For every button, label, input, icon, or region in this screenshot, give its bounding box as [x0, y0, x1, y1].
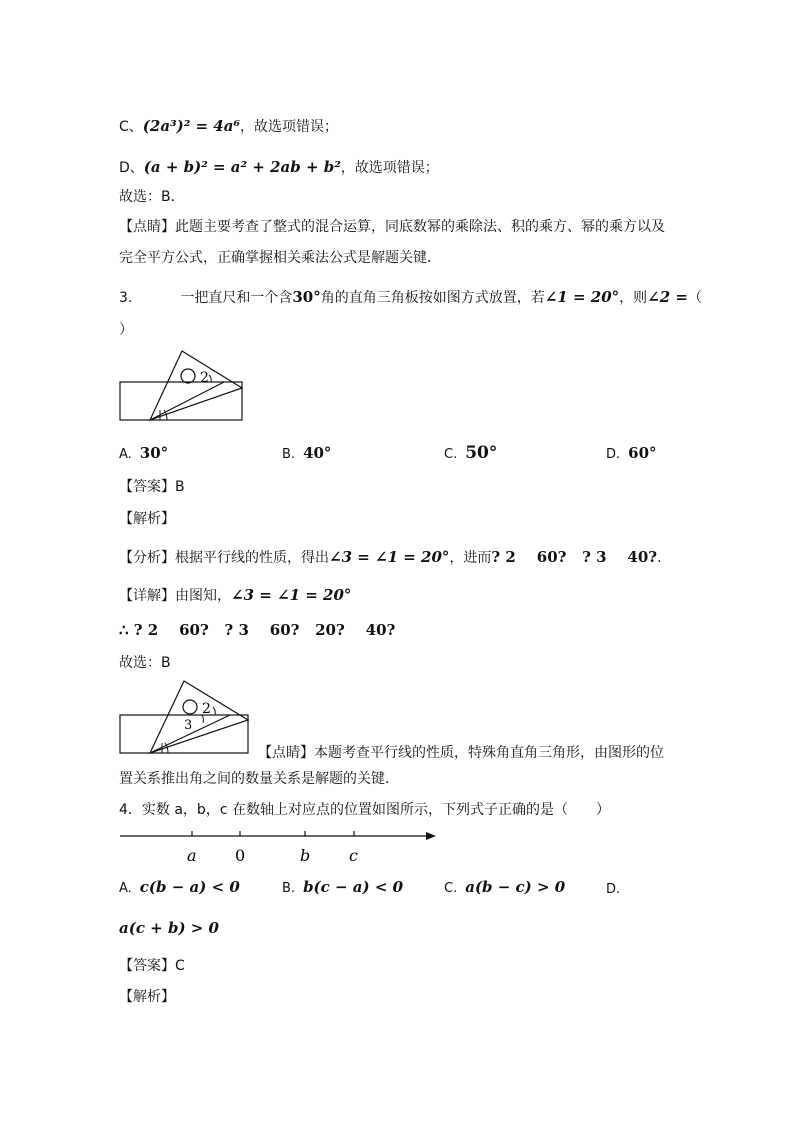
formula: ? 2 60? ? 3 40?: [491, 548, 658, 566]
option-a[interactable]: [119, 877, 240, 899]
option-a[interactable]: [119, 443, 168, 465]
formula: 30°: [292, 288, 321, 306]
ruler-triangle-figure-labeled: [118, 678, 252, 756]
choice-text: 故选：B: [119, 655, 171, 671]
dianjing-line-3a: 【点睛】本题考查平行线的性质，特殊角直角三角形，由图形的位: [258, 745, 664, 761]
formula: ∠3 = ∠1 = 20°: [231, 586, 352, 604]
option-label: D.: [606, 447, 621, 462]
therefore-line: [119, 620, 395, 641]
stem-text: ，则: [619, 290, 648, 306]
option-c[interactable]: [444, 443, 497, 465]
dianjing-line-1: 【点睛】此题主要考查了整式的混合运算，同底数幂的乘除法、积的乘方、幂的乘方以及: [119, 219, 665, 235]
option-label: B.: [282, 881, 296, 896]
dianjing-line-3b: 置关系推出角之间的数量关系是解题的关键．: [119, 771, 399, 787]
line-text: .: [657, 550, 662, 566]
analysis-title: 【解析】: [119, 989, 175, 1005]
dianjing-line-2: 完全平方公式，正确掌握相关乘法公式是解题关键．: [119, 250, 441, 266]
option-c-line: [119, 116, 338, 137]
number-line-figure: [118, 822, 438, 866]
axis-label-a: a: [187, 846, 197, 865]
option-label: C.: [444, 881, 458, 896]
option-label: A.: [119, 881, 132, 896]
option-label: C.: [444, 447, 458, 462]
formula: (a + b)² = a² + 2ab + b²: [143, 158, 341, 176]
line-text: 【分析】根据平行线的性质，得出: [119, 550, 329, 566]
option-label: C、: [119, 119, 143, 135]
option-d-value: [119, 918, 219, 939]
ruler-triangle-figure: [118, 348, 246, 424]
choice-text: 故选：B．: [119, 189, 185, 205]
option-d[interactable]: [606, 443, 657, 465]
analysis-title: 【解析】: [119, 511, 175, 527]
option-label: D、: [119, 160, 144, 176]
option-value: 40°: [303, 444, 332, 462]
option-d-line: [119, 157, 439, 178]
option-value: 50°: [465, 443, 498, 463]
stem-text: 角的直角三角板按如图方式放置，若: [320, 290, 545, 306]
question-number: 3.: [119, 290, 133, 306]
line-text: ，故选项错误；: [240, 119, 339, 135]
option-value: c(b − a) < 0: [139, 878, 240, 896]
xiangjie-line: [119, 585, 351, 606]
angle-2-label: 2: [200, 370, 209, 386]
option-label: A.: [119, 447, 132, 462]
question-4-stem: 4．实数 a，b，c 在数轴上对应点的位置如图所示，下列式子正确的是（ ）: [119, 802, 610, 818]
answer: 【答案】B: [119, 479, 185, 495]
angle-2-label: 2: [202, 701, 211, 717]
option-d-label[interactable]: D.: [606, 882, 621, 897]
line-text: 【详解】由图知，: [119, 588, 231, 604]
option-value: b(c − a) < 0: [303, 878, 404, 896]
formula: ∠1 = 20°: [544, 288, 620, 306]
question-3-stem: [119, 287, 702, 308]
option-value: a(c + b) > 0: [119, 919, 219, 937]
option-value: 60°: [628, 444, 657, 462]
line-text: ，故选项错误；: [340, 160, 439, 176]
axis-label-c: c: [349, 846, 358, 865]
formula: ∠2 =: [647, 288, 688, 306]
axis-label-0: 0: [235, 846, 246, 865]
option-value: 30°: [139, 444, 169, 462]
axis-label-b: b: [300, 846, 311, 865]
stem-text: 一把直尺和一个含: [180, 290, 293, 306]
option-b[interactable]: [282, 877, 403, 899]
angle-3-label: 3: [184, 718, 193, 733]
line-text: ，进而: [449, 550, 492, 566]
option-value: a(b − c) > 0: [465, 878, 566, 896]
answer: 【答案】C: [119, 958, 185, 974]
formula: (2a³)² = 4a⁶: [142, 117, 241, 135]
option-label: B.: [282, 447, 296, 462]
fenxi-line: [119, 547, 662, 568]
paren: （: [687, 290, 702, 306]
option-c[interactable]: [444, 877, 565, 899]
option-b[interactable]: [282, 443, 331, 465]
formula: ∠3 = ∠1 = 20°: [329, 548, 450, 566]
formula: ∴ ? 2 60? ? 3 60? 20? 40?: [119, 621, 396, 639]
paren-close: ）: [119, 322, 133, 338]
